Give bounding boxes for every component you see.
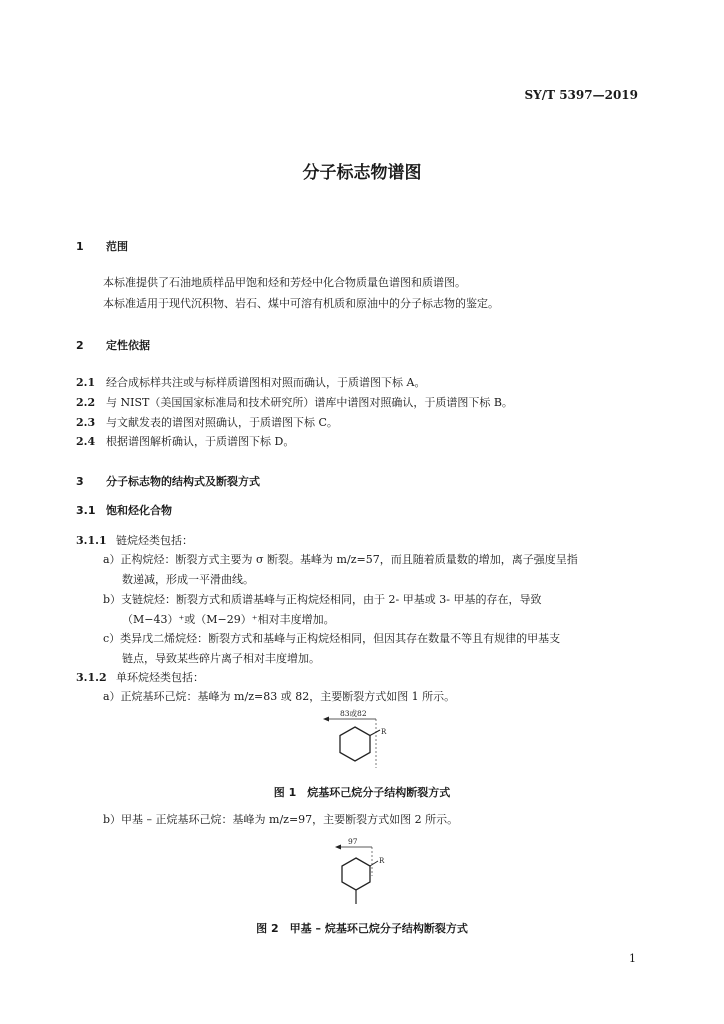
section-title: 分子标志物的结构式及断裂方式 [106,475,260,488]
list-item-c: c）类异戊二烯烷烃：断裂方式和基峰与正构烷烃相同，但因其存在数量不等且有规律的甲基支 [103,632,561,645]
subsection-3-1-2: 3.1.2 单环烷烃类包括： [76,671,204,684]
figure-2-structure [326,832,396,912]
section-number: 2 [76,339,84,352]
fragment-label: 83或82 [340,709,367,718]
r-group-label: R [381,728,387,736]
list-item: 2.1 经合成标样共注或与标样质谱图相对照而确认，于质谱图下标 A。 [76,376,426,389]
document-title: 分子标志物谱图 [302,163,422,183]
alkyl-bond [370,730,380,736]
list-item: 2.4 根据谱图解析确认，于质谱图下标 D。 [76,435,295,448]
fragment-label: 97 [348,837,358,846]
list-item: 2.3 与文献发表的谱图对照确认，于质谱图下标 C。 [76,416,338,429]
section-number: 1 [76,240,84,253]
cyclohexane-ring [342,858,370,890]
list-item-b-continued: （M−43）⁺或（M−29）⁺相对丰度增加。 [122,613,335,626]
list-item-b: b）甲基 – 正烷基环己烷：基峰为 m/z=97，主要断裂方式如图 2 所示。 [103,813,459,826]
section-number: 3.1 [76,504,96,517]
section-title: 定性依据 [106,339,150,352]
section-3-heading [76,473,260,489]
section-number: 3 [76,475,84,488]
section-2-heading [76,337,150,353]
figure-1-caption: 图 1 烷基环己烷分子结构断裂方式 [273,786,451,799]
list-item: 2.2 与 NIST（美国国家标准局和技术研究所）谱库中谱图对照确认，于质谱图下标 B。 [76,396,513,409]
section-3-1-heading [76,502,172,518]
cyclohexane-ring [340,727,370,761]
section-title: 饱和烃化合物 [106,504,172,517]
r-group-label: R [379,857,385,865]
paragraph: 本标准适用于现代沉积物、岩石、煤中可溶有机质和原油中的分子标志物的鉴定。 [103,297,499,310]
figure-1-structure [320,708,400,780]
section-title: 范围 [106,240,128,253]
fragment-arrowhead [323,717,329,722]
subsection-3-1-1: 3.1.1 链烷烃类包括： [76,534,193,547]
page-number: 1 [629,952,636,965]
list-item-a: a）正烷基环己烷：基峰为 m/z=83 或 82，主要断裂方式如图 1 所示。 [103,690,456,703]
fragment-arrowhead [335,845,341,850]
paragraph: 本标准提供了石油地质样品甲饱和烃和芳烃中化合物质量色谱图和质谱图。 [103,276,466,289]
alkyl-bond [370,861,378,866]
list-item-b: b）支链烷烃：断裂方式和质谱基峰与正构烷烃相同，由于 2- 甲基或 3- 甲基的存在，导致 [103,593,542,606]
section-1-heading [76,238,128,254]
figure-2-caption: 图 2 甲基 – 烷基环己烷分子结构断裂方式 [256,922,468,935]
standard-code: SY/T 5397—2019 [524,88,638,102]
list-item-a: a）正构烷烃：断裂方式主要为 σ 断裂。基峰为 m/z=57，而且随着质量数的增加，离子强度呈指 [103,553,578,566]
list-item-c-continued: 链点，导致某些碎片离子相对丰度增加。 [122,652,320,665]
list-item-a-continued: 数递减，形成一平滑曲线。 [122,573,254,586]
